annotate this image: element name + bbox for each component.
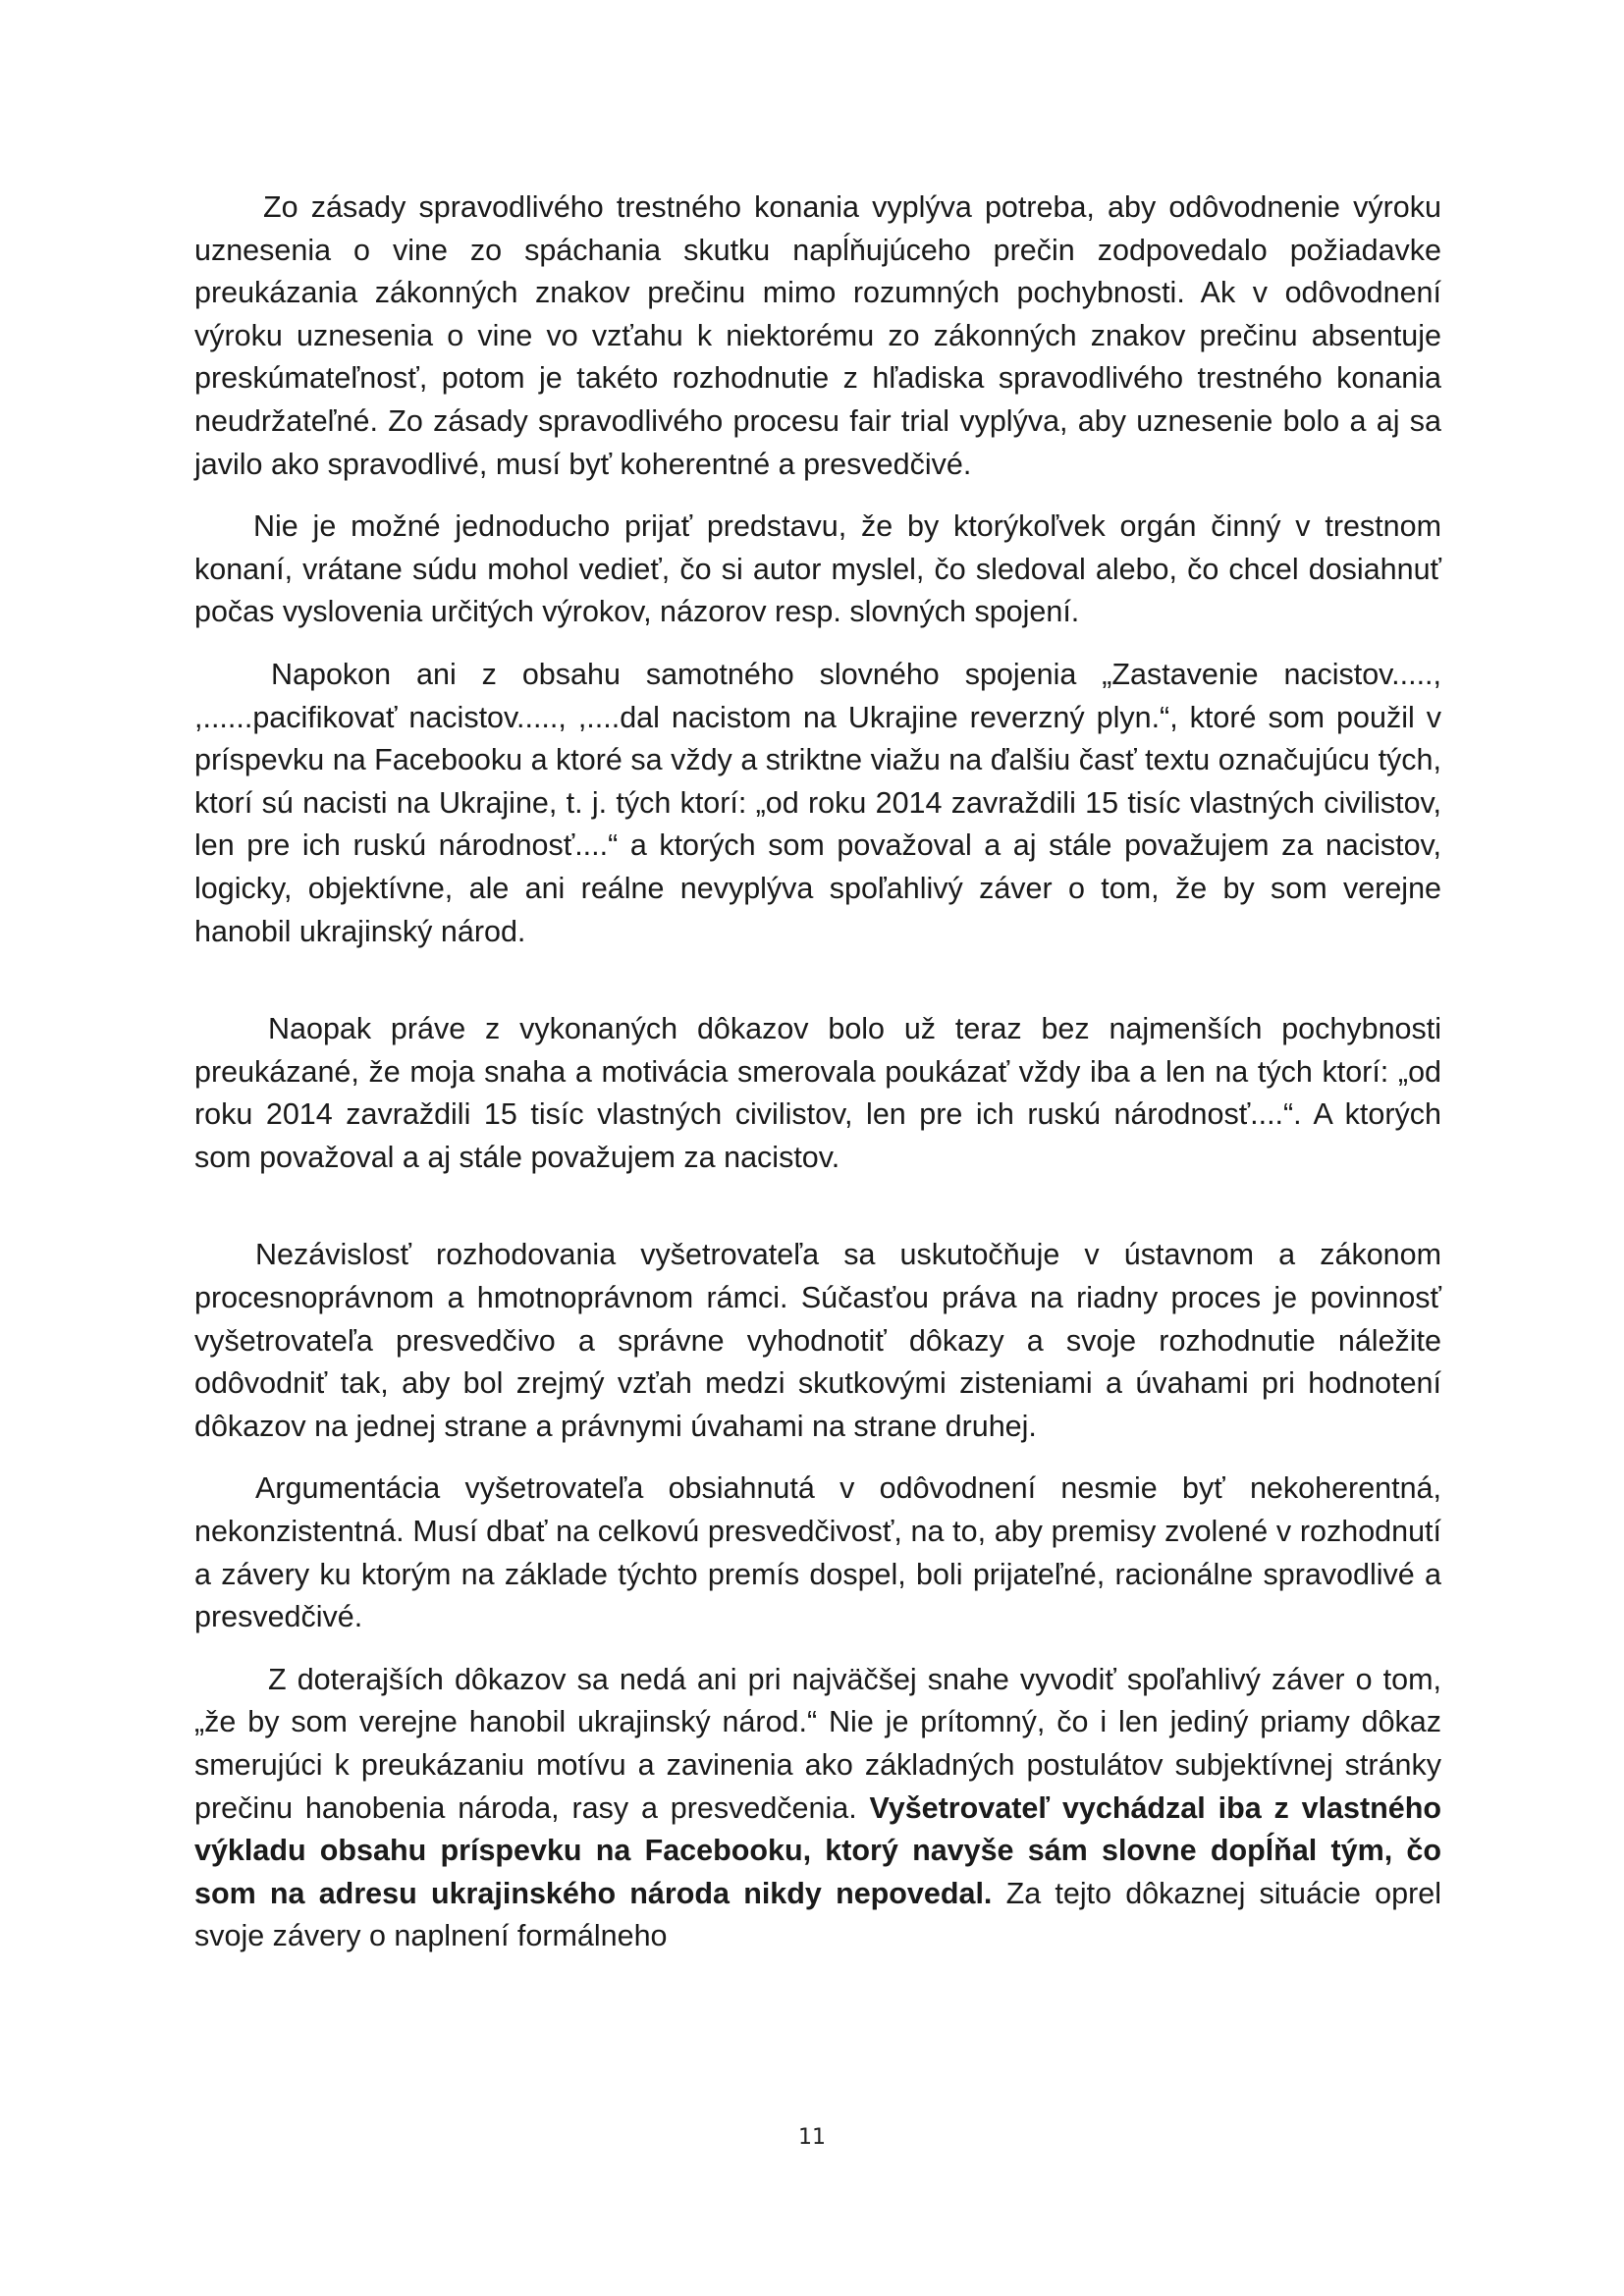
paragraph-argumentation: Argumentácia vyšetrovateľa obsiahnutá v odôvodnení nesmie byť nekoherentná, nekonzistentná. Musí dbať na celkovú presvedčivosť, na to, aby premisy zvolené v rozhodnutí a závery ku ktorým na základe týchto premís dospel, boli prijateľné, racionálne spravodlivé a presvedčivé. xyxy=(194,1471,1441,1634)
paragraph-investigator-independence: Nezávislosť rozhodovania vyšetrovateľa sa uskutočňuje v ústavnom a zákonom procesnoprávnom a hmotnoprávnom rámci. Súčasťou práva na riadny proces je povinnosť vyšetrovateľa presvedčivo a správne vyhodnotiť dôkazy a svoje rozhodnutie náležite odôvodniť tak, aby bol zrejmý vzťah medzi skutkovými zisteniami a úvahami pri hodnotení dôkazov na jednej strane a právnymi úvahami na strane druhej. xyxy=(194,1238,1441,1443)
paragraph-fair-trial: Zo zásady spravodlivého trestného konania vyplýva potreba, aby odôvodnenie výroku uznesenia o vine zo spáchania skutku napĺňujúceho prečin zodpovedalo požiadavke preukázania zákonných znakov prečinu mimo rozumných pochybnosti. Ak v odôvodnení výroku uznesenia o vine vo vzťahu k niektorému zo zákonných znakov prečinu absentuje preskúmateľnosť, potom je takéto rozhodnutie z hľadiska spravodlivého trestného konania neudržateľné. Zo zásady spravodlivého procesu fair trial vyplýva, aby uznesenie bolo a aj sa javilo ako spravodlivé, musí byť koherentné a presvedčivé. xyxy=(194,190,1441,481)
document-body xyxy=(194,187,1441,1958)
paragraph-text-bold: Vyšetrovateľ vychádzal iba z vlastného výkladu obsahu príspevku na Facebooku, ktorý navyše sám slovne dopĺňal tým, čo som na adresu ukrajinského národa nikdy nepovedal. xyxy=(194,1790,1441,1910)
paragraph-text-regular: Z doterajších dôkazov sa nedá ani pri najväčšej snahe vyvodiť spoľahlivý záver o tom, „že by som verejne hanobil ukrajinský národ.“ Nie je prítomný, čo i len jediný priamy dôkaz smerujúci k preukázaniu motívu a zavinenia ako základných postulátov subjektívnej stránky prečinu hanobenia národa, rasy a presvedčenia. xyxy=(194,1662,1441,1825)
paragraph-author-intent: Nie je možné jednoducho prijať predstavu, že by ktorýkoľvek orgán činný v trestnom konaní, vrátane súdu mohol vedieť, čo si autor myslel, čo sledoval alebo, čo chcel dosiahnuť počas vyslovenia určitých výrokov, názorov resp. slovných spojení. xyxy=(194,509,1441,629)
page-number: 11 xyxy=(798,2125,826,2150)
paragraph-phrase-content: Napokon ani z obsahu samotného slovného spojenia „Zastavenie nacistov....., ,......pacifikovať nacistov....., ,....dal nacistom na Ukrajine reverzný plyn.“, ktoré som použil v príspevku na Facebooku a ktoré sa vždy a striktne viažu na ďalšiu časť textu označujúcu tých, ktorí sú nacisti na Ukrajine, t. j. tých ktorí: „od roku 2014 zavraždili 15 tisíc vlastných civilistov, len pre ich ruskú národnosť....“ a ktorých som považoval a aj stále považujem za nacistov, logicky, objektívne, ale ani reálne nevyplýva spoľahlivý záver o tom, že by som verejne hanobil ukrajinský národ. xyxy=(194,657,1441,948)
paragraph-evidence-motivation: Naopak práve z vykonaných dôkazov bolo už teraz bez najmenších pochybnosti preukázané, že moja snaha a motivácia smerovala poukázať vždy iba a len na tých ktorí: „od roku 2014 zavraždili 15 tisíc vlastných civilistov, len pre ich ruskú národnosť....“. A ktorých som považoval a aj stále považujem za nacistov. xyxy=(194,1012,1441,1174)
paragraph-evidence-conclusion xyxy=(194,1659,1441,1958)
paragraph-text-regular-end: Za tejto dôkaznej situácie oprel svoje závery o naplnení formálneho xyxy=(194,1876,1441,1953)
